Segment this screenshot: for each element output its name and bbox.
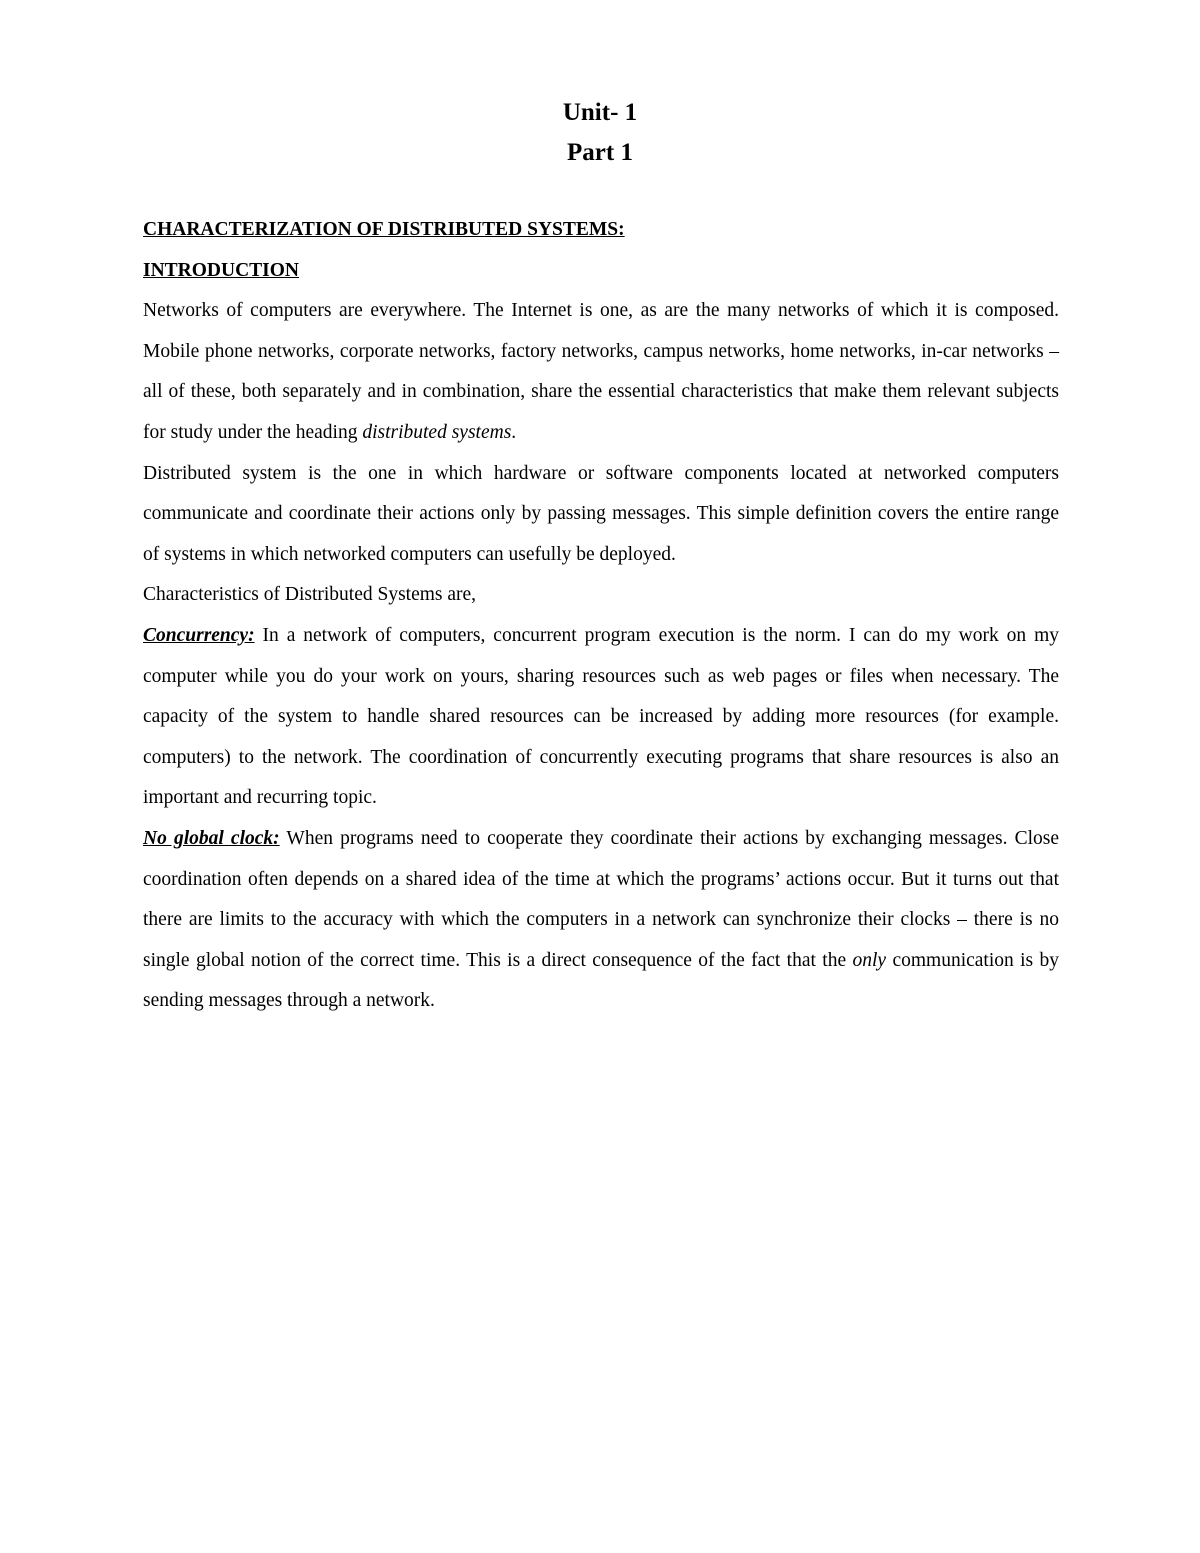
global-clock-label: No global clock: [143,827,280,849]
concurrency-label: Concurrency: [143,624,255,646]
global-clock-emphasis: only [852,949,887,971]
global-clock-text-end: communication is by sending messages through a network. [143,949,1059,1012]
intro-text-end: . [511,421,517,443]
characteristics-intro: Characteristics of Distributed Systems are, [143,584,477,606]
concurrency-paragraph [143,616,1059,819]
intro-text: Networks of computers are everywhere. The Internet is one, as are the many networks of which it is composed. Mobile phone networks, corporate networks, factory networks, campus networks, home networks, in-car networks – all of these, both separately and in combination, share the essential characteristics that make them relevant subjects for study under the heading [143,300,1059,443]
concurrency-text: In a network of computers, concurrent program execution is the norm. I can do my work on my computer while you do your work on yours, sharing resources such as web pages or files when necessary. The capacity of the system to handle shared resources can be increased by adding more resources (for example. computers) to the network. The coordination of concurrently executing programs that share resources is also an important and recurring topic. [143,624,1059,809]
definition-paragraph: Distributed system is the one in which hardware or software components located at networked computers communicate and coordinate their actions only by passing messages. This simple definition covers the entire range of systems in which networked computers can usefully be deployed. [143,462,1059,565]
unit-title: Unit- 1 [562,99,638,126]
global-clock-text: When programs need to cooperate they coordinate their actions by exchanging messages. Close coordination often depends on a shared idea of the time at which the programs’ actions occur. But it turns out that there are limits to the accuracy with which the computers in a network can synchronize their clocks – there is no single global notion of the correct time. This is a direct consequence of the fact that the [143,827,1060,971]
document-body [143,210,1059,1022]
part-title: Part 1 [567,139,633,166]
section-heading: CHARACTERIZATION OF DISTRIBUTED SYSTEMS: [143,219,625,240]
intro-paragraph [143,291,1059,453]
intro-emphasis: distributed systems [362,421,512,443]
introduction-heading: INTRODUCTION [143,259,300,281]
global-clock-paragraph [143,819,1059,1022]
